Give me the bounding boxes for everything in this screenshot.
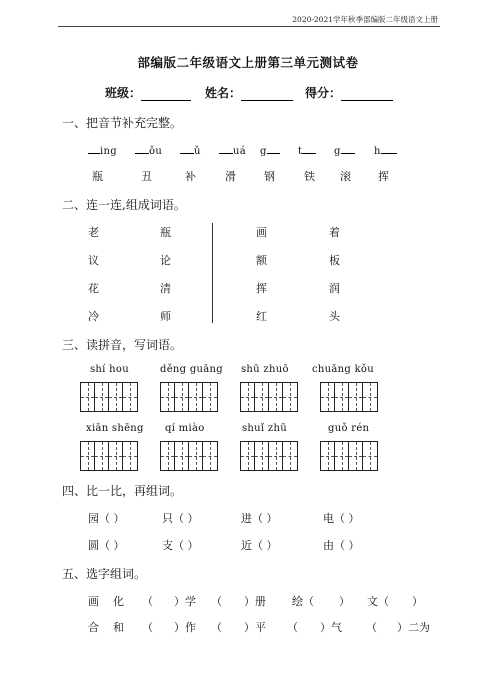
writing-grid-4[interactable] xyxy=(320,382,378,412)
section-2-heading: 二、连一连,组成词语。 xyxy=(62,198,186,212)
match-divider xyxy=(212,223,213,323)
class-blank[interactable] xyxy=(141,88,191,101)
fill-word-6[interactable]: ）平 xyxy=(244,621,266,634)
class-label: 班级： xyxy=(105,86,142,100)
class-field xyxy=(105,84,191,101)
score-field xyxy=(305,84,393,101)
fill-word-5[interactable]: ）作 xyxy=(174,621,196,634)
pinyin-blank-1[interactable]: ing xyxy=(88,143,117,157)
compare-item-6[interactable]: 支（ ） xyxy=(162,539,199,552)
match-left-1b[interactable]: 瓶 xyxy=(160,226,171,239)
compare-item-5[interactable]: 圆（ ） xyxy=(88,539,125,552)
match-right-1a[interactable]: 画 xyxy=(256,226,267,239)
header-divider xyxy=(58,26,440,27)
char-8: 挥 xyxy=(378,170,389,183)
char-6: 铁 xyxy=(304,170,315,183)
compare-item-2[interactable]: 只（ ） xyxy=(162,512,199,525)
fill-word-8[interactable]: ）二为 xyxy=(397,621,430,634)
pinyin-blank-3[interactable]: ǔ xyxy=(180,143,201,157)
fill-open-5[interactable]: （ xyxy=(142,621,153,634)
match-left-1a[interactable]: 老 xyxy=(88,226,99,239)
char-7: 滚 xyxy=(340,170,351,183)
match-right-4a[interactable]: 红 xyxy=(256,310,267,323)
writing-grid-5[interactable] xyxy=(80,441,138,471)
writing-grid-6[interactable] xyxy=(160,441,218,471)
pinyin-blank-8[interactable]: h xyxy=(374,143,397,157)
compare-item-4[interactable]: 电（ ） xyxy=(323,512,360,525)
pinyin-word-8: guǒ rén xyxy=(328,423,370,434)
score-blank[interactable] xyxy=(341,88,393,101)
pinyin-word-4: chuāng kǒu xyxy=(312,364,374,375)
name-field xyxy=(205,84,293,101)
char-3: 补 xyxy=(185,170,196,183)
page-header-text: 2020-2021学年秋季部编版二年级语文上册 xyxy=(292,15,438,24)
compare-item-7[interactable]: 近（ ） xyxy=(241,539,278,552)
match-left-4b[interactable]: 师 xyxy=(160,310,171,323)
writing-grid-8[interactable] xyxy=(320,441,378,471)
choice-char-1: 画 xyxy=(88,595,99,608)
choice-char-4: 和 xyxy=(113,621,124,634)
match-left-4a[interactable]: 冷 xyxy=(88,310,99,323)
section-1-heading: 一、把音节补充完整。 xyxy=(62,116,183,130)
fill-open-1[interactable]: （ xyxy=(142,595,153,608)
fill-open-8[interactable]: （ xyxy=(366,621,377,634)
writing-grid-2[interactable] xyxy=(160,382,218,412)
match-right-1b[interactable]: 着 xyxy=(329,226,340,239)
pinyin-blank-6[interactable]: t xyxy=(298,143,316,157)
pinyin-word-1: shí hou xyxy=(90,364,129,375)
match-right-4b[interactable]: 头 xyxy=(329,310,340,323)
page-title: 部编版二年级语文上册第三单元测试卷 xyxy=(137,55,359,70)
score-label: 得分： xyxy=(305,86,342,100)
fill-open-7[interactable]: （ xyxy=(287,621,298,634)
choice-char-3: 合 xyxy=(88,621,99,634)
compare-item-1[interactable]: 园（ ） xyxy=(88,512,125,525)
char-5: 钢 xyxy=(264,170,275,183)
writing-grid-3[interactable] xyxy=(240,382,298,412)
match-left-3a[interactable]: 花 xyxy=(88,282,99,295)
name-label: 姓名： xyxy=(205,86,242,100)
pinyin-word-7: shuǐ zhū xyxy=(242,423,287,434)
pinyin-word-3: shū zhuō xyxy=(241,364,289,375)
match-right-3b[interactable]: 润 xyxy=(329,282,340,295)
fill-close-4[interactable]: ） xyxy=(412,595,423,608)
fill-word-3[interactable]: 绘（ xyxy=(292,595,314,608)
pinyin-blank-7[interactable]: g xyxy=(334,143,355,157)
section-4-heading: 四、比一比，再组词。 xyxy=(62,484,183,498)
match-left-2a[interactable]: 议 xyxy=(88,254,99,267)
writing-grid-1[interactable] xyxy=(80,382,138,412)
pinyin-word-6: qí miào xyxy=(165,423,205,434)
compare-item-3[interactable]: 进（ ） xyxy=(241,512,278,525)
match-left-3b[interactable]: 清 xyxy=(160,282,171,295)
match-right-2b[interactable]: 板 xyxy=(329,254,340,267)
section-3-heading: 三、读拼音，写词语。 xyxy=(62,338,183,352)
match-right-2a[interactable]: 额 xyxy=(256,254,267,267)
char-4: 滑 xyxy=(225,170,236,183)
pinyin-blank-4[interactable]: uá xyxy=(219,143,246,157)
pinyin-blank-2[interactable]: ǒu xyxy=(135,143,162,157)
match-right-3a[interactable]: 挥 xyxy=(256,282,267,295)
fill-word-7[interactable]: ）气 xyxy=(320,621,342,634)
char-2: 丑 xyxy=(141,170,152,183)
fill-word-2[interactable]: ）册 xyxy=(244,595,266,608)
section-5-heading: 五、选字组词。 xyxy=(62,567,147,581)
fill-open-6[interactable]: （ xyxy=(211,621,222,634)
pinyin-word-2: děng guāng xyxy=(160,364,223,375)
fill-close-3[interactable]: ） xyxy=(339,595,350,608)
pinyin-word-5: xiān shēng xyxy=(86,423,144,434)
pinyin-blank-5[interactable]: g xyxy=(260,143,280,157)
writing-grid-7[interactable] xyxy=(240,441,298,471)
fill-word-1[interactable]: ）学 xyxy=(174,595,196,608)
char-1: 瓶 xyxy=(92,170,103,183)
fill-word-4[interactable]: 文（ xyxy=(367,595,389,608)
compare-item-8[interactable]: 由（ ） xyxy=(323,539,360,552)
choice-char-2: 化 xyxy=(113,595,124,608)
match-left-2b[interactable]: 论 xyxy=(160,254,171,267)
name-blank[interactable] xyxy=(241,88,293,101)
fill-open-2[interactable]: （ xyxy=(211,595,222,608)
